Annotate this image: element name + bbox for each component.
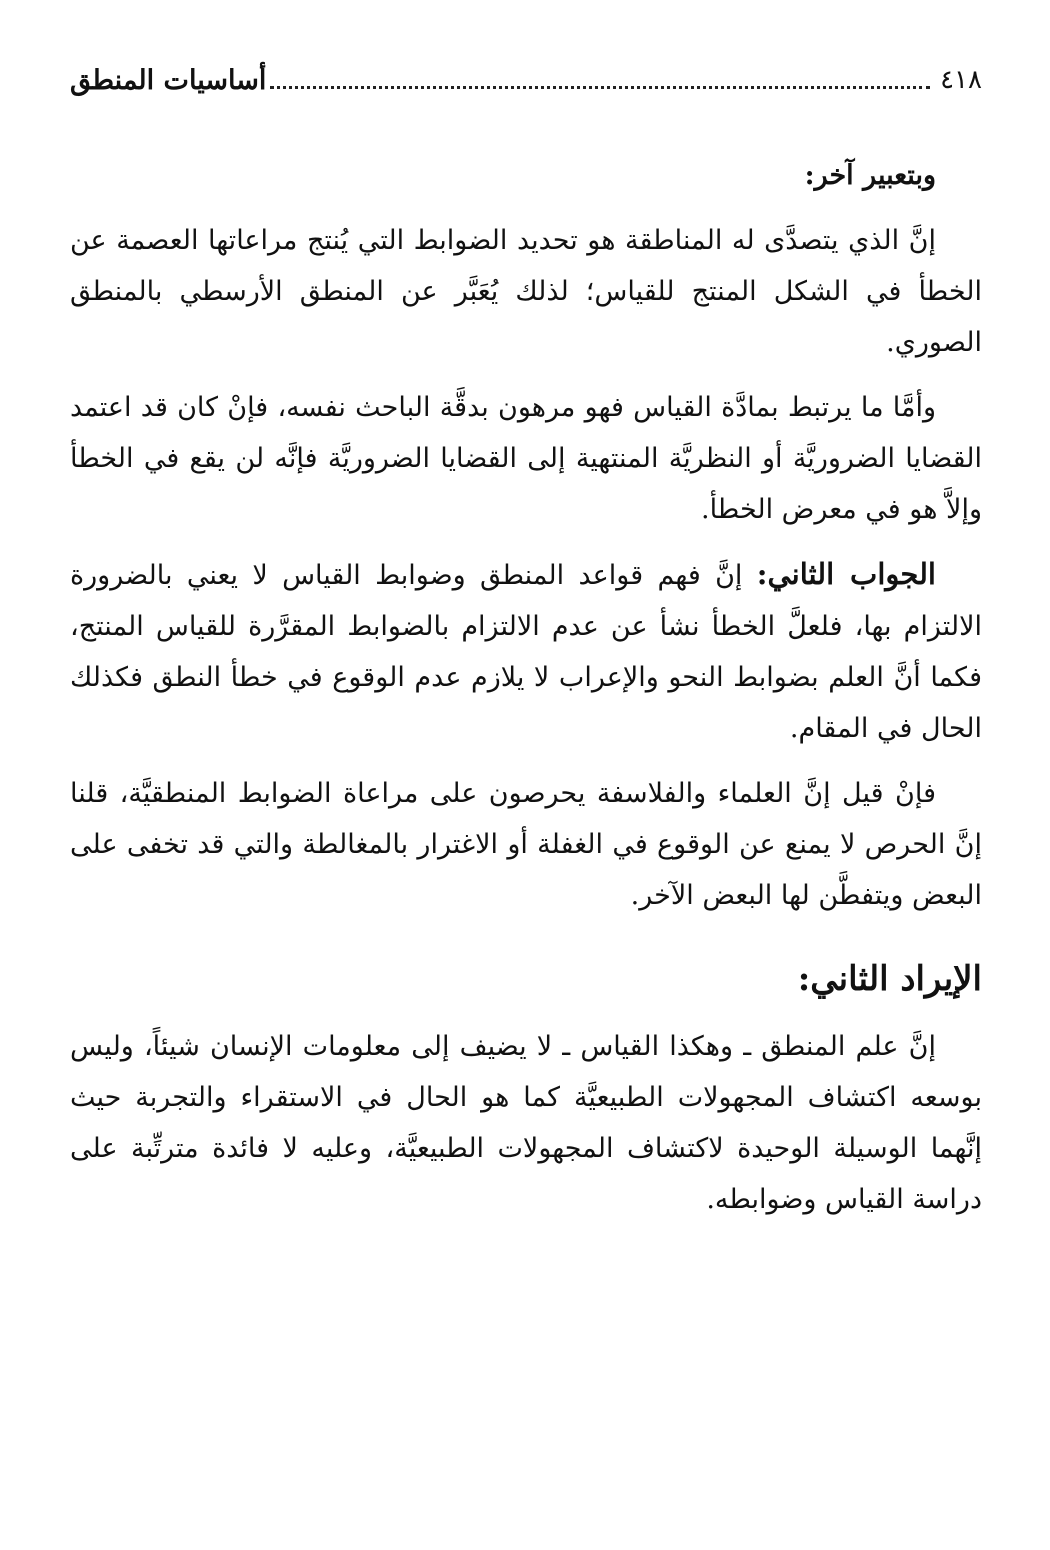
paragraph: فإنْ قيل إنَّ العلماء والفلاسفة يحرصون على مراعاة الضوابط المنطقيَّة، قلنا إنَّ الحرص لا يمنع عن الوقوع في الغفلة أو الاغترار بالمغالطة والتي قد تخفى على البعض ويتفطَّن لها البعض الآخر. <box>70 778 982 911</box>
paragraph: إنَّ علم المنطق ـ وهكذا القياس ـ لا يضيف إلى معلومات الإنسان شيئاً، وليس بوسعه اكتشاف المجهولات الطبيعيَّة كما هو الحال في الاستقراء والتجربة حيث إنَّهما الوسيلة الوحيدة لاكتشاف المجهولات الطبيعيَّة، وعليه لا فائدة مترتِّبة على دراسة القياس وضوابطه. <box>70 1031 982 1215</box>
page-body <box>70 150 982 1239</box>
paragraph: وأمَّا ما يرتبط بمادَّة القياس فهو مرهون بدقَّة الباحث نفسه، فإنْ كان قد اعتمد القضايا الضروريَّة أو النظريَّة المنتهية إلى القضايا الضروريَّة فإنَّه لن يقع في الخطأ وإلاَّ هو في معرض الخطأ. <box>70 392 982 525</box>
book-title: أساسيات المنطق <box>70 64 267 96</box>
page-number: ٤١٨ <box>940 65 982 95</box>
section-heading: الإيراد الثاني: <box>797 959 982 999</box>
subheading: وبتعبير آخر: <box>804 160 936 191</box>
running-header <box>70 55 982 105</box>
book-page <box>70 0 982 1550</box>
answer-two-text: إنَّ فهم قواعد المنطق وضوابط القياس لا يعني بالضرورة الالتزام بها، فلعلَّ الخطأ نشأ عن عدم الالتزام بالضوابط المقرَّرة للقياس المنتج، فكما أنَّ العلم بضوابط النحو والإعراب لا يلازم عدم الوقوع في خطأ النطق فكذلك الحال في المقام. <box>70 560 982 744</box>
paragraph: إنَّ الذي يتصدَّى له المناطقة هو تحديد الضوابط التي يُنتج مراعاتها العصمة عن الخطأ في الشكل المنتج للقياس؛ لذلك يُعَبَّر عن المنطق الأرسطي بالمنطق الصوري. <box>70 225 982 358</box>
header-dotted-leader <box>270 86 930 89</box>
answer-two-paragraph <box>70 549 982 754</box>
answer-two-lead: الجواب الثاني: <box>756 557 936 591</box>
